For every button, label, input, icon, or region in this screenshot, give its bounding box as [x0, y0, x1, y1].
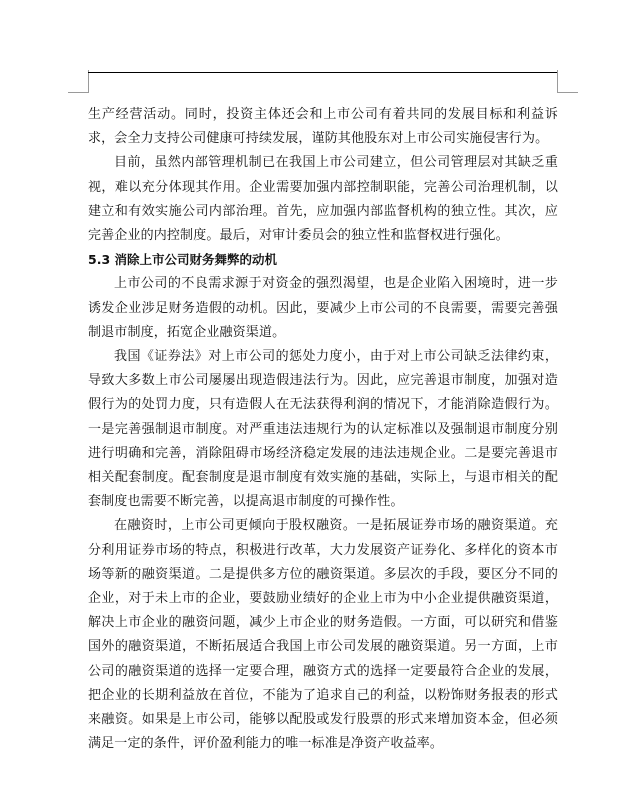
right-margin-corner-mark — [557, 70, 578, 93]
header-rule-line — [88, 72, 557, 73]
paragraph: 目前，虽然内部管理机制已在我国上市公司建立，但公司管理层对其缺乏重视，难以充分体现其作用。企业需要加强内部控制职能，完善公司治理机制，以建立和有效实施公司内部治理。首先，应加强内部监督机构的独立性。其次，应完善企业的内控制度。最后，对审计委员会的独立性和监督权进行强化。 — [88, 155, 558, 244]
document-body — [88, 103, 558, 756]
left-margin-corner-mark — [68, 70, 89, 93]
paragraph: 上市公司的不良需求源于对资金的强烈渴望，也是企业陷入困境时，进一步诱发企业涉足财务造假的动机。因此，要减少上市公司的不良需要，需要完善强制退市制度，拓宽企业融资渠道。 — [88, 276, 558, 340]
paragraph: 生产经营活动。同时，投资主体还会和上市公司有着共同的发展目标和利益诉求，会全力支持公司健康可持续发展，谨防其他股东对上市公司实施侵害行为。 — [88, 107, 558, 147]
paragraph: 我国《证券法》对上市公司的惩处力度小，由于对上市公司缺乏法律约束，导致大多数上市公司屡屡出现造假违法行为。因此，应完善退市制度，加强对造假行为的处罚力度，只有造假人在无法获得利润的情况下，才能消除造假行为。一是完善强制退市制度。对严重违法违规行为的认定标准以及强制退市制度分别进行明确和完善，消除阻碍市场经济稳定发展的违法违规企业。二是要完善退市相关配套制度。配套制度是退市制度有效实施的基础，实际上，与退市相关的配套制度也需要不断完善，以提高退市制度的可操作性。 — [88, 349, 558, 510]
section-heading: 5.3 消除上市公司财务舞弊的动机 — [88, 252, 277, 268]
paragraph: 在融资时，上市公司更倾向于股权融资。一是拓展证券市场的融资渠道。充分利用证券市场的特点，积极进行改革，大力发展资产证券化、多样化的资本市场等新的融资渠道。二是提供多方位的融资渠道。多层次的手段，要区分不同的企业，对于未上市的企业，要鼓励业绩好的企业上市为中小企业提供融资渠道，解决上市企业的融资问题，减少上市企业的财务造假。一方面，可以研究和借鉴国外的融资渠道，不断拓展适合我国上市公司发展的融资渠道。另一方面，上市公司的融资渠道的选择一定要合理，融资方式的选择一定要最符合企业的发展，把企业的长期利益放在首位，不能为了追求自己的利益，以粉饰财务报表的形式来融资。如果是上市公司，能够以配股或发行股票的形式来增加资本金，但必须满足一定的条件，评价盈利能力的唯一标准是净资产收益率。 — [88, 518, 558, 752]
